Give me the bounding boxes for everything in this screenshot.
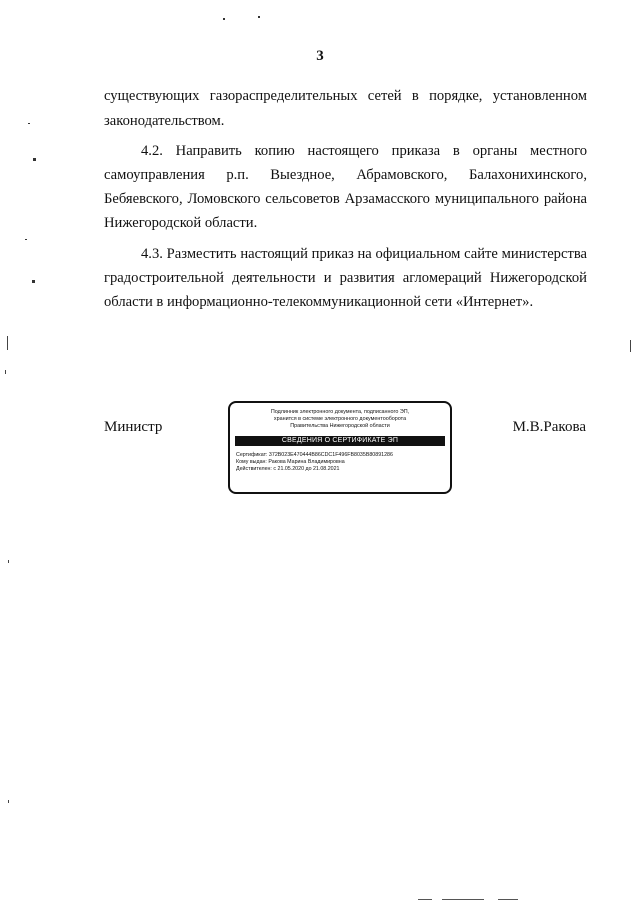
scan-edge-mark bbox=[442, 899, 484, 900]
signer-position: Министр bbox=[104, 419, 163, 435]
paragraph-2-line-1: 4.2. Направить копию настоящего приказа в органы местного bbox=[141, 143, 587, 159]
scan-edge-mark bbox=[7, 336, 8, 350]
scan-edge-mark bbox=[8, 560, 9, 563]
paragraph-3-line-3: области в информационно-телекоммуникационной сети «Интернет». bbox=[104, 294, 534, 310]
scan-speck bbox=[258, 16, 260, 18]
scan-edge-mark bbox=[630, 340, 631, 352]
stamp-title-bar: СВЕДЕНИЯ О СЕРТИФИКАТЕ ЭП bbox=[235, 436, 445, 446]
stamp-header-line: хранится в системе электронного документооборота bbox=[273, 415, 407, 422]
paragraph-2-line-2: самоуправления р.п. Выездное, Абрамовского, Балахонихинского, bbox=[104, 167, 587, 183]
paragraph-2-line-4: Нижегородской области. bbox=[104, 215, 258, 231]
electronic-signature-stamp bbox=[228, 401, 452, 494]
stamp-header-line: Подлинник электронного документа, подписанного ЭП, bbox=[270, 409, 410, 415]
stamp-validity: Действителен: с 21.05.2020 до 21.08.2021 bbox=[236, 465, 340, 472]
scan-edge-mark bbox=[8, 800, 9, 803]
stamp-header-line: Правительства Нижегородской области bbox=[290, 422, 390, 429]
scan-speck bbox=[223, 18, 225, 20]
stamp-certificate: Сертификат: 372B023E470444B86CDC1F496FB8035B80891286 bbox=[236, 452, 393, 459]
stamp-details bbox=[236, 452, 450, 472]
paragraph-1-line-2: законодательством. bbox=[104, 113, 225, 129]
scan-speck bbox=[33, 158, 36, 161]
scan-edge-mark bbox=[418, 899, 432, 900]
scan-edge-mark bbox=[498, 899, 518, 900]
page-number: 3 bbox=[316, 48, 324, 64]
signer-name: М.В.Ракова bbox=[512, 419, 586, 435]
scan-edge-mark bbox=[5, 370, 6, 374]
scan-speck bbox=[32, 280, 35, 283]
paragraph-1-line-1: существующих газораспределительных сетей в порядке, установленном bbox=[104, 88, 587, 104]
paragraph-3-line-2: градостроительной деятельности и развития агломераций Нижегородской bbox=[104, 270, 587, 286]
stamp-header bbox=[230, 409, 450, 429]
paragraph-3-line-1: 4.3. Разместить настоящий приказ на официальном сайте министерства bbox=[141, 246, 587, 262]
scan-speck bbox=[25, 239, 27, 240]
paragraph-2-line-3: Бебяевского, Ломовского сельсоветов Арзамасского муниципального района bbox=[104, 191, 587, 207]
stamp-issued-to: Кому выдан: Ракова Марина Владимировна bbox=[236, 459, 345, 466]
scan-speck bbox=[28, 123, 30, 124]
